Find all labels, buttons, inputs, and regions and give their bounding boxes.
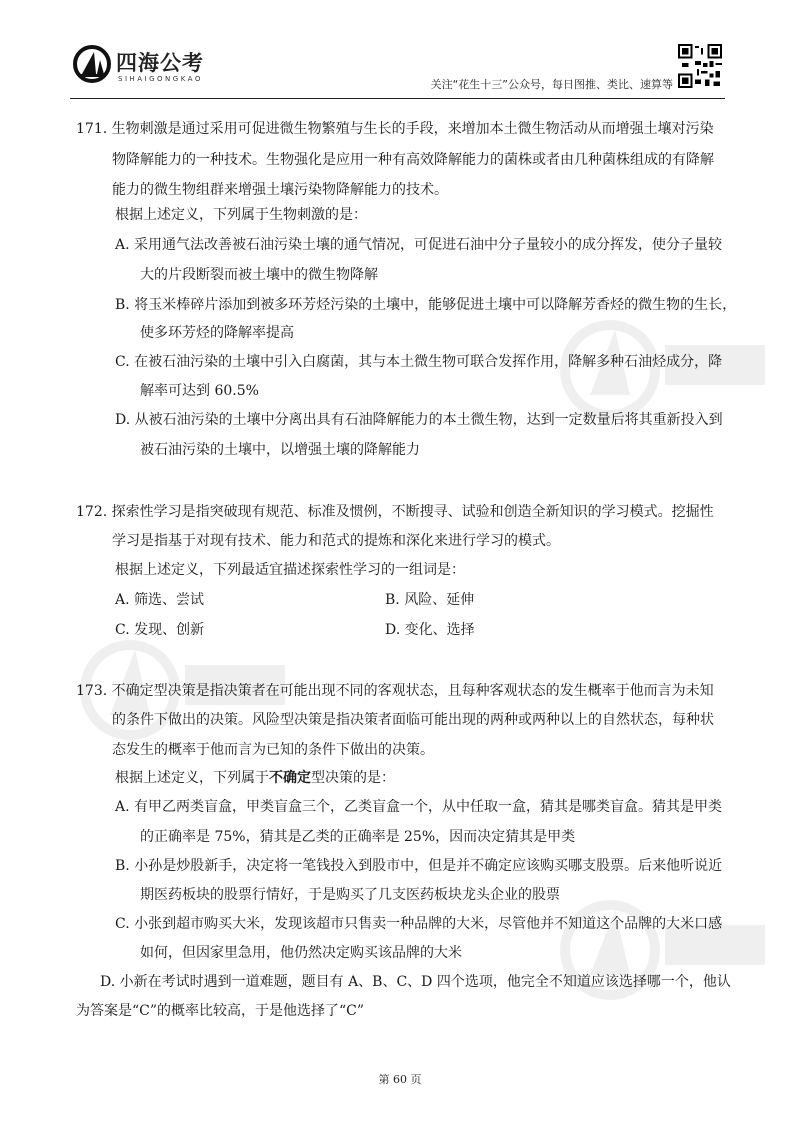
- q173-option-d: D. 小新在考试时遇到一道难题，题目有 A、B、C、D 四个选项，他完全不知道应该选择哪一个，他认: [100, 974, 731, 990]
- q171-option-d-cont: 被石油污染的土壤中，以增强土壤的降解能力: [140, 442, 420, 458]
- q171-option-a: A. 采用通气法改善被石油污染土壤的通气情况，可促进石油中分子量较小的成分挥发，使分子量较: [115, 237, 723, 253]
- q172-prompt: 根据上述定义，下列最适宜描述探索性学习的一组词是：: [115, 562, 465, 578]
- q171-stem-line: 能力的微生物组群来增强土壤污染物降解能力的技术。: [112, 182, 448, 198]
- q171-prompt: 根据上述定义，下列属于生物刺激的是：: [115, 207, 367, 223]
- q173-option-c-cont: 如何，但因家里急用，他仍然决定购买该品牌的大米: [140, 945, 462, 961]
- q171-option-b: B. 将玉米棒碎片添加到被多环芳烃污染的土壤中，能够促进土壤中可以降解芳香烃的微生物的生长，: [115, 297, 737, 313]
- q173-stem-line: 173. 不确定型决策是指决策者在可能出现不同的客观状态，且每种客观状态的发生概率于他而言为未知: [76, 683, 714, 699]
- q173-option-b: B. 小孙是炒股新手，决定将一笔钱投入到股市中，但是并不确定应该购买哪支股票。后来他听说近: [115, 858, 723, 874]
- q173-option-b-cont: 期医药板块的股票行情好，于是购买了几支医药板块龙头企业的股票: [140, 887, 560, 903]
- q173-prompt-post: 型决策的是：: [311, 770, 395, 786]
- q172-stem-line: 172. 探索性学习是指突破现有规范、标准及惯例，不断搜寻、试验和创造全新知识的学习模式。挖掘性: [76, 504, 714, 520]
- brand-name: 四海公考: [116, 51, 204, 75]
- q173-option-a: A. 有甲乙两类盲盒，甲类盲盒三个，乙类盲盒一个，从中任取一盒，猜其是哪类盲盒。猜其是甲类: [115, 799, 723, 815]
- q172-option-a: A. 筛选、尝试: [115, 592, 205, 608]
- q172-option-c: C. 发现、创新: [115, 622, 205, 638]
- q173-stem-line: 的条件下做出的决策。风险型决策是指决策者面临可能出现的两种或两种以上的自然状态，每种状: [112, 712, 714, 728]
- q173-prompt-pre: 根据上述定义，下列属于: [115, 770, 269, 786]
- q171-option-d: D. 从被石油污染的土壤中分离出具有石油降解能力的本土微生物，达到一定数量后将其重新投入到: [115, 412, 723, 428]
- q171-option-c: C. 在被石油污染的土壤中引入白腐菌，其与本土微生物可联合发挥作用，降解多种石油烃成分，降: [115, 354, 723, 370]
- q173-stem-line: 态发生的概率于他而言为已知的条件下做出的决策。: [112, 742, 434, 758]
- q173-option-a-cont: 的正确率是 75%，猜其是乙类的正确率是 25%，因而决定猜其是甲类: [140, 829, 576, 845]
- q172-option-d: D. 变化、选择: [385, 622, 475, 638]
- q171-stem-line: 171. 生物刺激是通过采用可促进微生物繁殖与生长的手段，来增加本土微生物活动从而增强土壤对污染: [76, 121, 714, 137]
- q173-prompt-emphasis: 不确定: [269, 770, 311, 786]
- q172-stem-line: 学习是指基于对现有技术、能力和范式的提炼和深化来进行学习的模式。: [112, 533, 560, 549]
- q173-prompt: [115, 768, 395, 788]
- q171-stem-line: 物降解能力的一种技术。生物强化是应用一种有高效降解能力的菌株或者由几种菌株组成的有降解: [112, 152, 714, 168]
- q171-option-c-cont: 解率可达到 60.5%: [140, 383, 259, 399]
- page-number: 第 60 页: [378, 1073, 422, 1086]
- q173-option-d-cont: 为答案是“C”的概率比较高，于是他选择了“C”: [76, 1003, 365, 1019]
- header-note: 关注“花生十三”公众号，每日图推、类比、速算等: [430, 78, 673, 91]
- brand-subtitle: SIHAIGONGKAO: [118, 75, 203, 83]
- q172-option-b: B. 风险、延伸: [385, 592, 475, 608]
- q173-option-c: C. 小张到超市购买大米，发现该超市只售卖一种品牌的大米，尽管他并不知道这个品牌的大米口感: [115, 916, 723, 932]
- q171-option-b-cont: 使多环芳烃的降解率提高: [140, 325, 294, 341]
- q171-option-a-cont: 大的片段断裂而被土壤中的微生物降解: [140, 267, 378, 283]
